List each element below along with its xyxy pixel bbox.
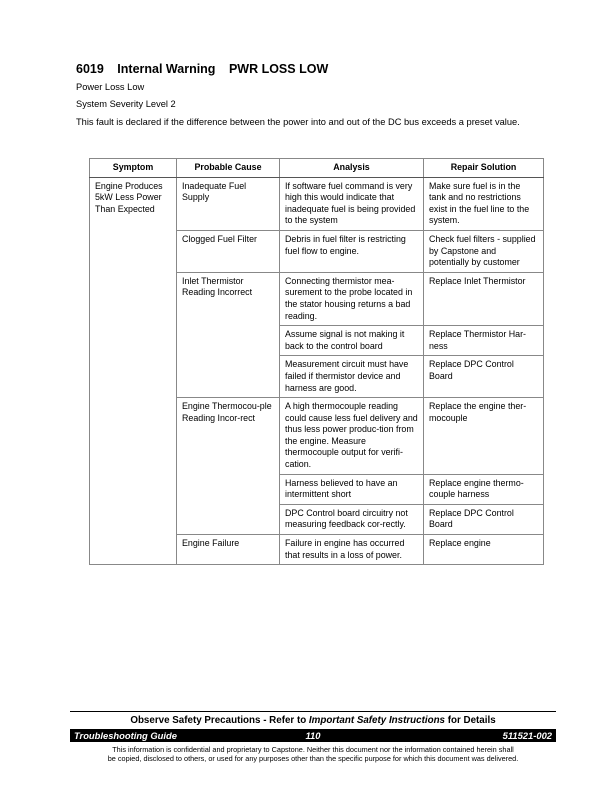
header-probable-cause: Probable Cause	[177, 159, 280, 178]
repair-cell: Replace engine	[424, 535, 544, 565]
safety-link-text: Important Safety Instructions	[308, 715, 446, 726]
table-header-row	[90, 159, 544, 178]
safety-prefix: Observe Safety Precautions - Refer to	[130, 715, 309, 726]
header-analysis: Analysis	[280, 159, 424, 178]
cause-cell: Inlet Thermistor Reading Incorrect	[177, 272, 280, 325]
cause-cell-empty	[177, 356, 280, 398]
header-symptom: Symptom	[90, 159, 177, 178]
confidentiality-line-1: This information is confidential and proprietary to Capstone. Neither this document nor the information contained herein shall	[112, 745, 514, 754]
cause-cell: Engine Thermocou-ple Reading Incor-rect	[177, 398, 280, 475]
fault-heading	[76, 62, 328, 76]
confidentiality-notice	[70, 745, 556, 763]
analysis-cell: If software fuel command is very high this would indicate that inadequate fuel is being provided to the system	[280, 177, 424, 230]
page-number: 110	[305, 730, 321, 741]
footer-divider	[70, 711, 556, 712]
fault-description: This fault is declared if the difference between the power into and out of the DC bus exceeds a preset value.	[76, 117, 520, 127]
analysis-cell: DPC Control board circuitry not measuring feedback cor-rectly.	[280, 504, 424, 534]
repair-cell: Replace Inlet Thermistor	[424, 272, 544, 325]
cause-cell: Inadequate Fuel Supply	[177, 177, 280, 230]
severity-level: System Severity Level 2	[76, 99, 176, 109]
guide-title: Troubleshooting Guide	[74, 730, 177, 741]
repair-cell: Replace Thermistor Har-ness	[424, 326, 544, 356]
confidentiality-line-2: be copied, disclosed to others, or used for any purposes other than the specific purpose for which this document was delivered.	[107, 754, 519, 763]
repair-cell: Replace the engine ther-mocouple	[424, 398, 544, 475]
analysis-cell: Harness believed to have an intermittent short	[280, 474, 424, 504]
document-number: 511521-002	[502, 730, 552, 741]
cause-cell: Engine Failure	[177, 535, 280, 565]
analysis-cell: A high thermocouple reading could cause less fuel delivery and thus less power produc-tion from the engine. Measure thermocouple output for verifi-cation.	[280, 398, 424, 475]
repair-cell: Check fuel filters - supplied by Capstone and potentially by customer	[424, 230, 544, 272]
symptom-cell: Engine Produces 5kW Less Power Than Expected	[90, 177, 177, 565]
cause-cell: Clogged Fuel Filter	[177, 230, 280, 272]
cause-cell-empty	[177, 326, 280, 356]
fault-short-name: PWR LOSS LOW	[228, 62, 329, 76]
analysis-cell: Failure in engine has occurred that results in a loss of power.	[280, 535, 424, 565]
fault-subtitle: Power Loss Low	[76, 82, 145, 92]
safety-notice	[70, 715, 556, 726]
repair-cell: Replace engine thermo-couple harness	[424, 474, 544, 504]
safety-suffix: for Details	[445, 715, 496, 726]
analysis-cell: Assume signal is not making it back to the control board	[280, 326, 424, 356]
footer-bar	[70, 729, 556, 742]
header-repair-solution: Repair Solution	[424, 159, 544, 178]
repair-cell: Make sure fuel is in the tank and no restrictions exist in the fuel line to the system.	[424, 177, 544, 230]
table-row	[90, 177, 544, 230]
analysis-cell: Connecting thermistor mea-surement to the probe located in the stator housing returns a bad reading.	[280, 272, 424, 325]
cause-cell-empty	[177, 474, 280, 504]
repair-cell: Replace DPC Control Board	[424, 504, 544, 534]
cause-cell-empty	[177, 504, 280, 534]
analysis-cell: Debris in fuel filter is restricting fuel flow to engine.	[280, 230, 424, 272]
fault-code: 6019	[76, 62, 104, 76]
fault-title: Internal Warning	[117, 62, 216, 76]
analysis-cell: Measurement circuit must have failed if thermistor device and harness are good.	[280, 356, 424, 398]
repair-cell: Replace DPC Control Board	[424, 356, 544, 398]
troubleshooting-table	[89, 158, 544, 565]
